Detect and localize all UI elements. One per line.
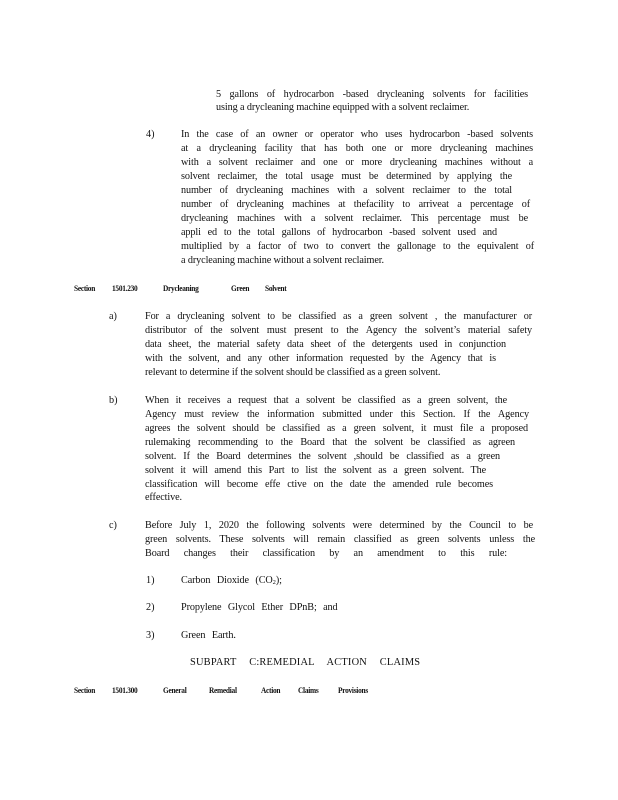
para-a-line-5: relevant to determine if the solvent should be classified as a green solvent. (145, 367, 441, 378)
list-item-label: 1) (146, 575, 155, 586)
item-4-line-9: multiplied by a factor of two to convert the gallonage to the equivalent of (181, 241, 534, 252)
section-title-word: General (163, 686, 187, 695)
section-number: 1501.230 (112, 284, 138, 293)
para-c-label: c) (109, 520, 117, 531)
list-item-subscript: 2 (272, 579, 276, 586)
section-title-word: Claims (298, 686, 319, 695)
para-b-line-2: Agency must review the information submitted under this Section. If the Agency (145, 409, 529, 420)
list-item-text: Green Earth. (181, 630, 236, 641)
item-4-line-3: with a solvent reclaimer and one or more drycleaning machines without a (181, 157, 533, 168)
para-b-label: b) (109, 395, 118, 406)
para-b-line-4: rulemaking recommending to the Board that the solvent be classified as agreen (145, 437, 515, 448)
para-b-line-6: solvent it will amend this Part to list the solvent as a green solvent. The (145, 465, 486, 476)
section-title-word: Solvent (265, 284, 287, 293)
list-item (181, 575, 282, 589)
list-item-text: Propylene Glycol Ether DPnB; and (181, 602, 338, 613)
list-item-label: 2) (146, 602, 155, 613)
top-item-line-2: using a drycleaning machine equipped with a solvent reclaimer. (216, 102, 470, 113)
para-a-line-2: distributor of the solvent must present to the Agency the solvent’s material safety (145, 325, 532, 336)
item-4-line-7: drycleaning machines with a solvent reclaimer. This percentage must be (181, 213, 528, 224)
para-c-line-2: green solvents. These solvents will remain classified as green solvents unless the (145, 534, 535, 545)
list-item (181, 602, 338, 614)
para-c-line-1: Before July 1, 2020 the following solvents were determined by the Council to be (145, 520, 533, 531)
section-label: Section (74, 686, 96, 695)
section-title-word: Remedial (209, 686, 237, 695)
para-a-line-3: data sheet, the material safety data sheet of the detergents used in conjunction (145, 339, 506, 350)
para-b-line-5: solvent. If the Board determines the solvent ,should be classified as a green (145, 451, 500, 462)
item-4-line-8: appli ed to the total gallons of hydrocarbon -based solvent used and (181, 227, 497, 238)
para-b-line-8: effective. (145, 492, 182, 503)
item-4-line-10: a drycleaning machine without a solvent reclaimer. (181, 255, 384, 266)
section-number: 1501.300 (112, 686, 138, 695)
section-label: Section (74, 284, 96, 293)
section-title-word: Action (261, 686, 281, 695)
list-item (181, 630, 236, 642)
item-4-line-5: number of drycleaning machines with a solvent reclaimer to the total (181, 185, 512, 196)
item-4-label: 4) (146, 129, 155, 140)
para-b-line-7: classification will become effe ctive on the date the amended rule becomes (145, 479, 493, 490)
para-c-line-3: Board changes their classification by an amendment to this rule: (145, 548, 507, 559)
item-4-line-6: number of drycleaning machines at thefacility to arriveat a percentage of (181, 199, 530, 210)
para-a-label: a) (109, 311, 117, 322)
section-title-word: Drycleaning (163, 284, 199, 293)
list-item-text: Carbon Dioxide (CO (181, 575, 273, 586)
para-a-line-1: For a drycleaning solvent to be classified as a green solvent , the manufacturer or (145, 311, 532, 322)
section-title-word: Green (231, 284, 250, 293)
para-a-line-4: with the solvent, and any other information requested by the Agency that is (145, 353, 496, 364)
item-4-line-2: at a drycleaning facility that has both one or more drycleaning machines (181, 143, 533, 154)
top-item-line-1: 5 gallons of hydrocarbon -based drycleaning solvents for facilities (216, 89, 528, 100)
section-title-word: Provisions (338, 686, 368, 695)
para-b-line-3: agrees the solvent should be classified as a green solvent, it must file a proposed (145, 423, 528, 434)
list-item-suffix: ); (275, 575, 282, 586)
para-b-line-1: When it receives a request that a solvent be classified as a green solvent, the (145, 395, 507, 406)
item-4-line-1: In the case of an owner or operator who uses hydrocarbon -based solvents (181, 129, 533, 140)
subpart-heading: SUBPART C:REMEDIAL ACTION CLAIMS (190, 657, 421, 668)
item-4-line-4: solvent reclaimer, the total usage must be determined by applying the (181, 171, 512, 182)
list-item-label: 3) (146, 630, 155, 641)
